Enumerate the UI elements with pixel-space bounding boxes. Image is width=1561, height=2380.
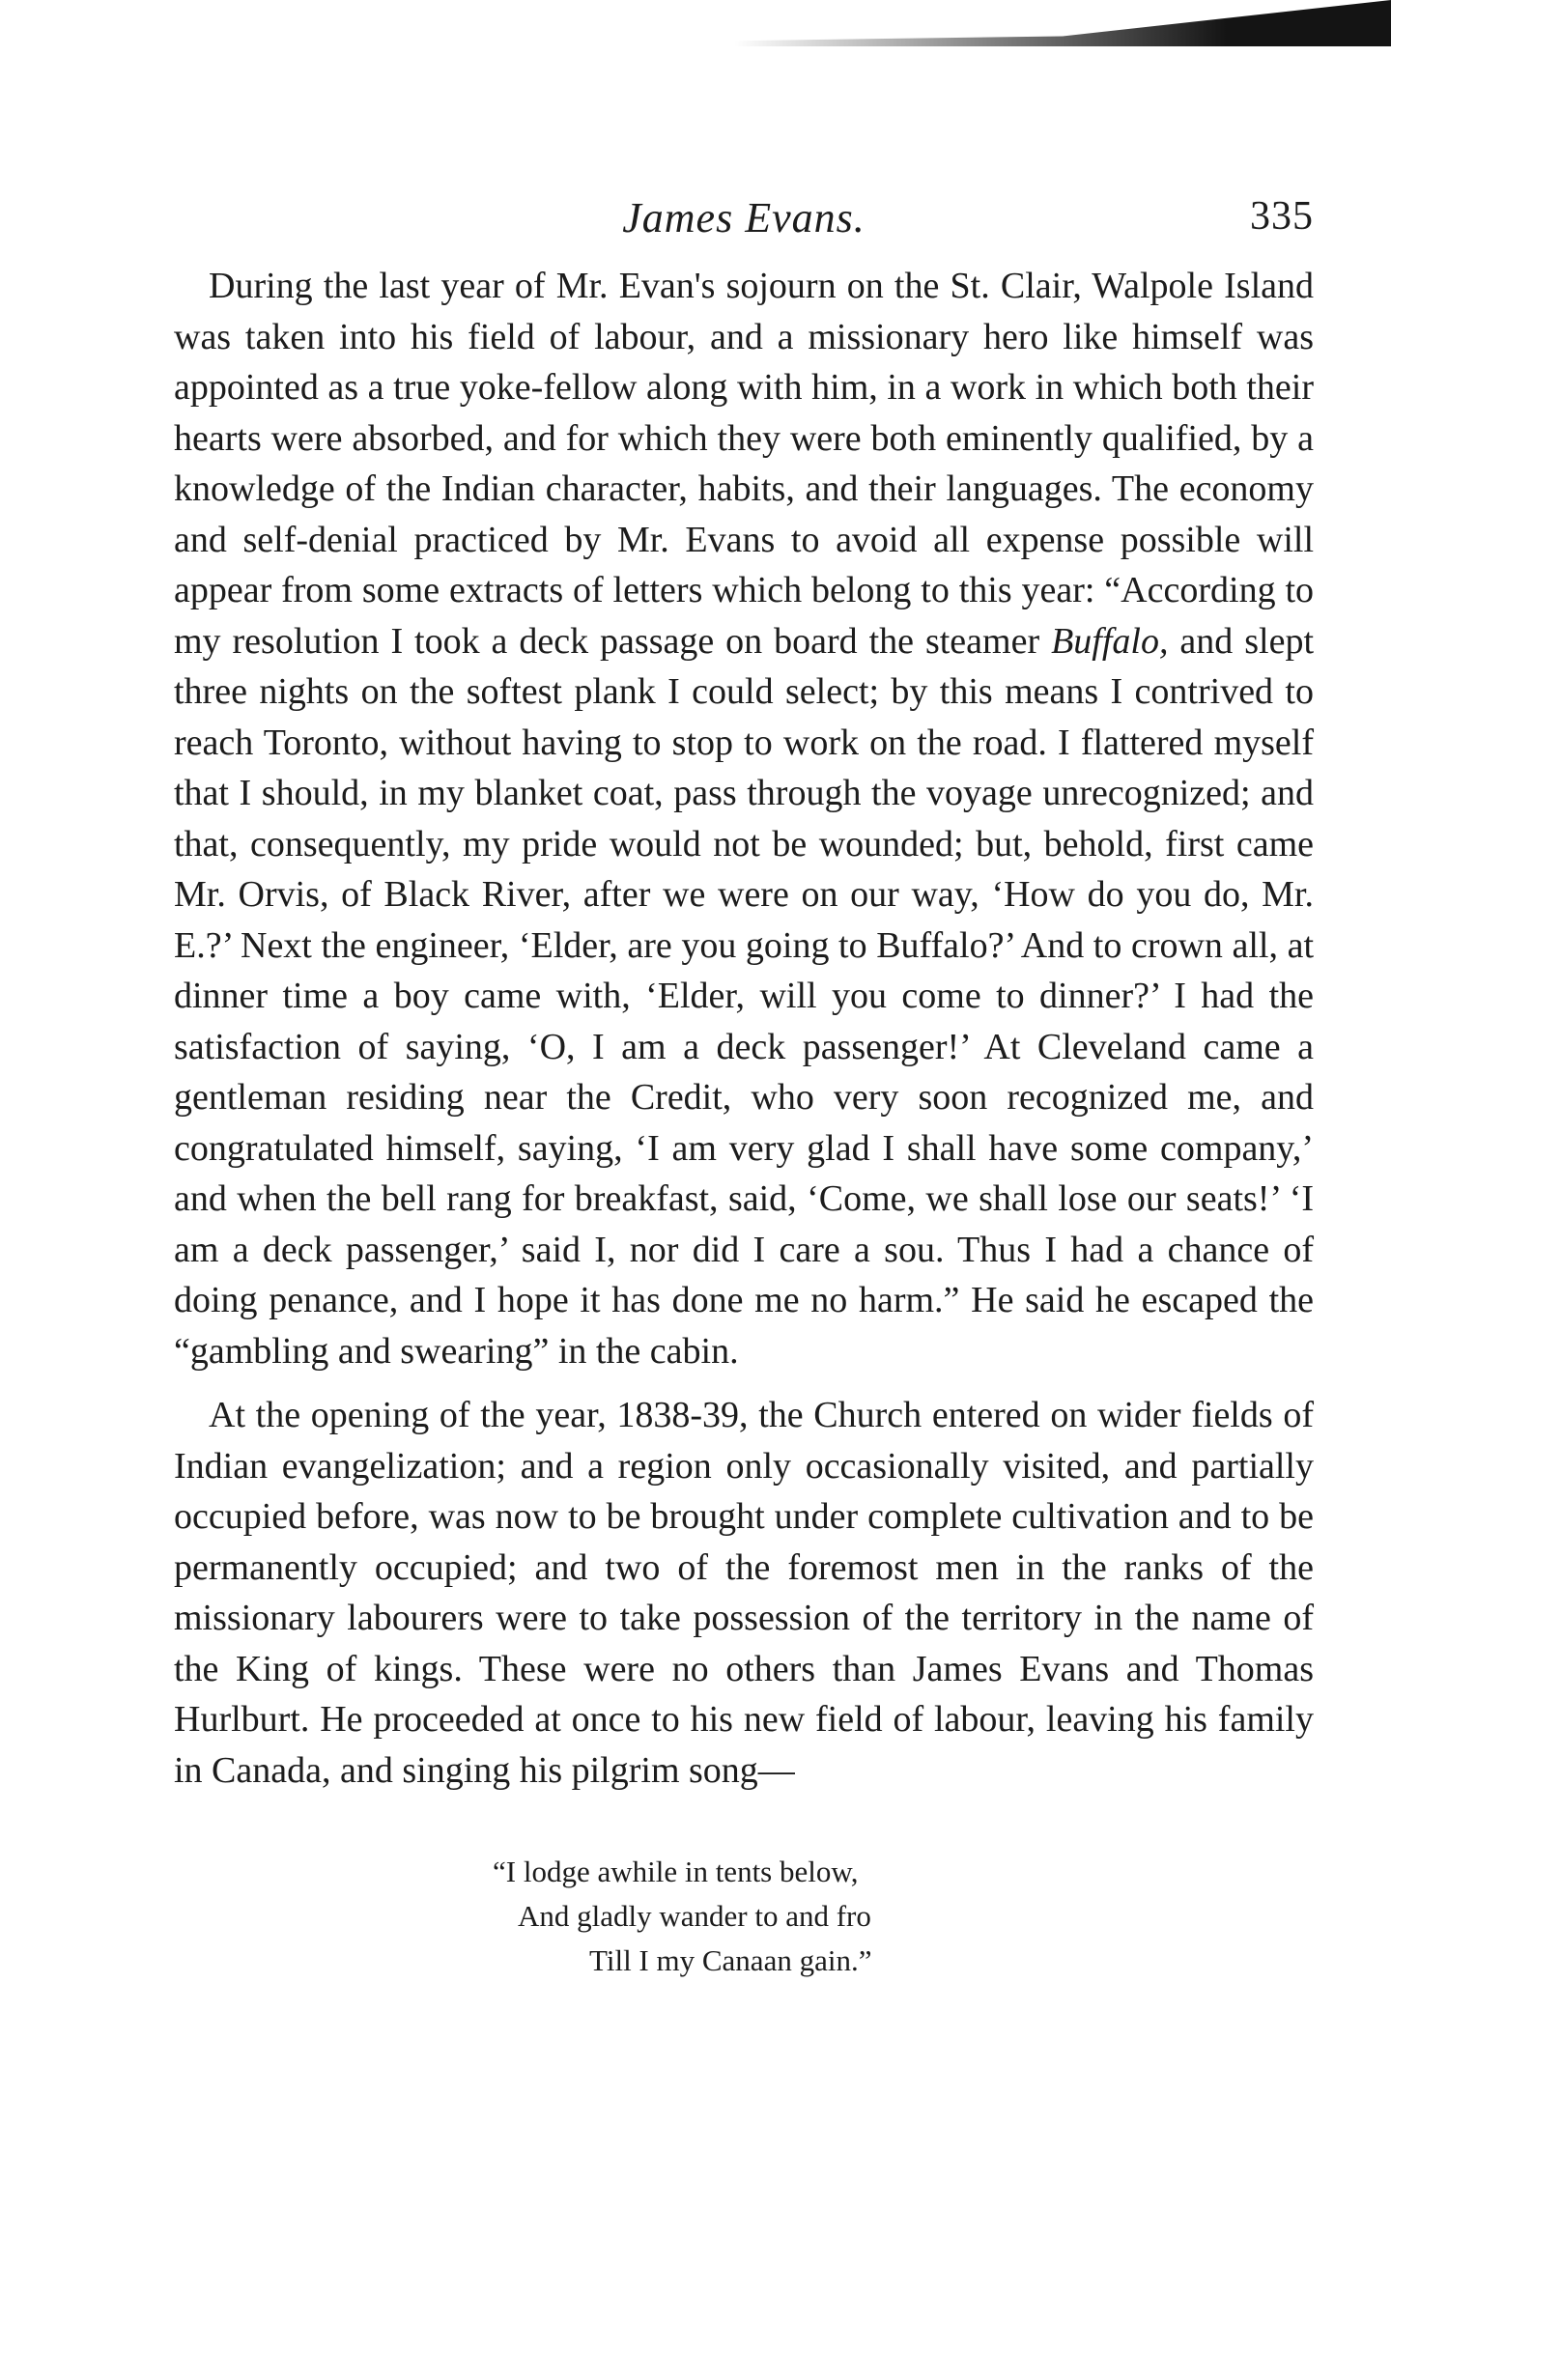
paragraph-1	[174, 261, 1314, 1376]
verse-line: “I lodge awhile in tents below,	[493, 1855, 859, 1888]
verse-quote	[493, 1850, 1314, 1983]
paragraph-2: At the opening of the year, 1838-39, the Church entered on wider fields of Indian evangelization; and a region only occasionally visited, and partially occupied before, was now to be brought under complete cultivation and to be permanently occupied; and two of the foremost men in the ranks of the missionary labourers were to take possession of the territory in the name of the King of kings. These were no others than James Evans and Thomas Hurlburt. He proceeded at once to his new field of labour, leaving his family in Canada, and singing his pilgrim song—	[174, 1395, 1314, 1791]
paragraph-1-text-before: During the last year of Mr. Evan's sojourn on the St. Clair, Walpole Island was taken into his field of labour, and a missionary hero like himself was appointed as a true yoke-fellow along with him, in a work in which both their hearts were absorbed, and for which they were both eminently qualified, by a knowledge of the Indian character, habits, and their languages. The economy and self-denial practiced by Mr. Evans to avoid all expense possible will appear from some extracts of letters which belong to this year: “According to my resolution I took a deck passage on board the steamer	[174, 266, 1314, 662]
running-title: James Evans.	[622, 194, 866, 241]
page-number: 335	[1250, 194, 1314, 239]
running-head	[174, 184, 1314, 261]
verse-line: And gladly wander to and fro	[518, 1899, 871, 1933]
top-edge-scan-mark	[734, 0, 1391, 46]
paragraph-1-text-after: and slept three nights on the softest plank I could select; by this means I contrived to reach Toronto, without having to stop to work on the road. I flattered myself that I should, in my blanket coat, pass through the voyage unrecognized; and that, consequently, my pride would not be wounded; but, behold, first came Mr. Orvis, of Black River, after we were on our way, ‘How do you do, Mr. E.?’ Next the engineer, ‘Elder, are you going to Buffalo?’ And to crown all, at dinner time a boy came with, ‘Elder, will you come to dinner?’ I had the satisfaction of saying, ‘O, I am a deck passenger!’ At Cleveland came a gentleman residing near the Credit, who very soon recognized me, and congratulated himself, saying, ‘I am very glad I shall have some company,’ and when the bell rang for breakfast, said, ‘Come, we shall lose our seats!’ ‘I am a deck passenger,’ said I, nor did I care a sou. Thus I had a chance of doing penance, and I hope it has done me no harm.” He said he escaped the “gambling and swearing” in the cabin.	[174, 620, 1315, 1372]
verse-line: Till I my Canaan gain.”	[589, 1943, 872, 1977]
steamer-name-italic: Buffalo,	[1051, 620, 1169, 662]
book-page	[174, 184, 1314, 1983]
